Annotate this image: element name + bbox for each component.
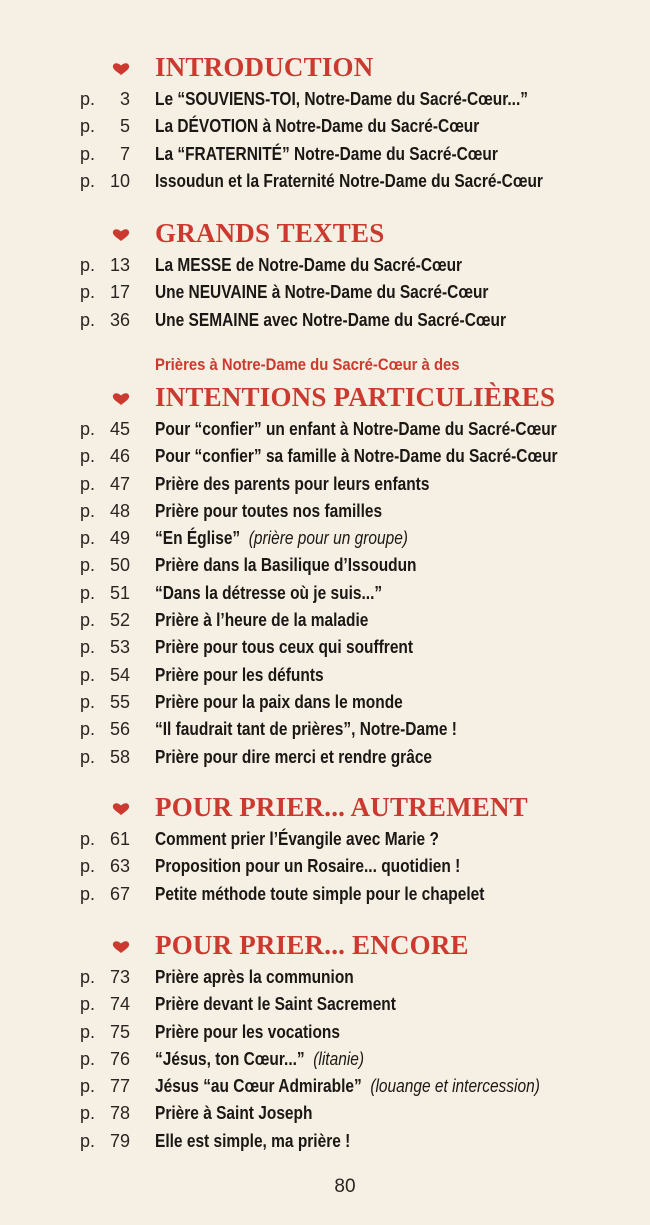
page-prefix: p. xyxy=(80,528,96,549)
entry-page-number: 58 xyxy=(109,746,130,767)
heart-icon xyxy=(112,62,130,76)
entry-page-number: 46 xyxy=(109,446,130,467)
page-prefix: p. xyxy=(80,883,96,904)
entry-title-text: Petite méthode toute simple pour le chapelet xyxy=(155,883,485,904)
entry-title-text: Proposition pour un Rosaire... quotidien ! xyxy=(155,856,461,877)
entry-title xyxy=(155,716,457,743)
entry-title xyxy=(155,552,417,579)
section-pretitle: Prières à Notre-Dame du Sacré-Cœur à des xyxy=(155,356,460,374)
entry-page-number: 77 xyxy=(109,1076,130,1097)
entry-title xyxy=(155,307,506,334)
page-prefix: p. xyxy=(80,1076,96,1097)
entry-title xyxy=(155,881,484,908)
toc-entry[interactable] xyxy=(0,580,650,607)
entry-title-text: Prière pour les défunts xyxy=(155,664,324,685)
toc-entry[interactable] xyxy=(0,744,650,771)
page-prefix: p. xyxy=(80,746,96,767)
entry-page-number: 53 xyxy=(109,637,130,658)
toc-section-intentions xyxy=(0,356,650,771)
heart-icon xyxy=(112,802,130,816)
toc-entry[interactable] xyxy=(0,716,650,743)
entry-title xyxy=(155,252,462,279)
entry-note: (litanie) xyxy=(313,1048,365,1069)
page-prefix: p. xyxy=(80,582,96,603)
entry-title xyxy=(155,113,479,140)
entry-title-text: Prière après la communion xyxy=(155,967,354,987)
page-prefix: p. xyxy=(80,719,96,740)
toc-entry[interactable] xyxy=(0,168,650,195)
entry-title-text: Comment prier l’Évangile avec Marie ? xyxy=(155,829,439,849)
toc-entry[interactable] xyxy=(0,86,650,113)
toc-entry[interactable] xyxy=(0,607,650,634)
entry-page-number: 7 xyxy=(119,143,130,164)
toc-entry[interactable] xyxy=(0,279,650,306)
toc-entry[interactable] xyxy=(0,1019,650,1046)
entry-title xyxy=(155,1073,540,1100)
page-prefix: p. xyxy=(80,309,96,330)
entry-title xyxy=(155,471,429,498)
entry-page-number: 3 xyxy=(119,89,130,109)
toc-section-pour-prier-autrement xyxy=(0,792,650,908)
entry-title-text: Prière devant le Saint Sacrement xyxy=(155,994,396,1015)
entry-page-number: 74 xyxy=(109,994,130,1015)
heart-icon xyxy=(112,940,130,954)
entry-page-number: 10 xyxy=(109,170,130,191)
section-header xyxy=(0,52,650,86)
toc-entry[interactable] xyxy=(0,113,650,140)
entry-title xyxy=(155,525,408,552)
toc-entry[interactable] xyxy=(0,252,650,279)
entry-title-text: “Jésus, ton Cœur...” xyxy=(155,1048,305,1069)
page-prefix: p. xyxy=(80,967,96,987)
entry-title-text: Prière pour toutes nos familles xyxy=(155,500,383,521)
entry-title xyxy=(155,964,354,991)
entry-note: (prière pour un groupe) xyxy=(248,528,408,549)
entry-title-text: Une NEUVAINE à Notre-Dame du Sacré-Cœur xyxy=(155,282,489,303)
entry-title-text: Pour “confier” un enfant à Notre-Dame du Sacré-Cœur xyxy=(155,419,557,439)
page-prefix: p. xyxy=(80,1103,96,1124)
entry-page-number: 61 xyxy=(109,829,130,849)
toc-entry[interactable] xyxy=(0,1046,650,1073)
entry-page-number: 45 xyxy=(109,419,130,439)
entry-page-number: 76 xyxy=(109,1048,130,1069)
page-number: 80 xyxy=(334,1176,356,1197)
entry-title xyxy=(155,662,324,689)
entry-title xyxy=(155,1128,350,1155)
toc-entry[interactable] xyxy=(0,471,650,498)
page-prefix: p. xyxy=(80,500,96,521)
heart-icon xyxy=(112,392,130,406)
page-prefix: p. xyxy=(80,664,96,685)
toc-entry[interactable] xyxy=(0,498,650,525)
toc-section-grands-textes xyxy=(0,218,650,334)
page-prefix: p. xyxy=(80,116,96,137)
entry-title xyxy=(155,634,413,661)
entry-page-number: 54 xyxy=(109,664,130,685)
page-prefix: p. xyxy=(80,637,96,658)
entry-title-text: Issoudun et la Fraternité Notre-Dame du Sacré-Cœur xyxy=(155,170,543,191)
entry-page-number: 36 xyxy=(109,309,130,330)
page-prefix: p. xyxy=(80,282,96,303)
heart-icon xyxy=(112,228,130,242)
entry-page-number: 17 xyxy=(109,282,130,303)
entry-title-text: “Il faudrait tant de prières”, Notre-Dame ! xyxy=(155,719,457,740)
entry-page-number: 75 xyxy=(109,1021,130,1042)
section-title: INTRODUCTION xyxy=(155,52,374,82)
entry-title-text: Prière à l’heure de la maladie xyxy=(155,610,369,631)
entry-title-text: Prière pour la paix dans le monde xyxy=(155,691,403,712)
page-prefix: p. xyxy=(80,994,96,1015)
page-prefix: p. xyxy=(80,170,96,191)
entry-page-number: 55 xyxy=(109,691,130,712)
entry-title xyxy=(155,607,368,634)
entry-title xyxy=(155,498,382,525)
toc-entry[interactable] xyxy=(0,416,650,443)
toc-entry[interactable] xyxy=(0,552,650,579)
page-prefix: p. xyxy=(80,419,96,439)
entry-title xyxy=(155,1100,312,1127)
entry-title xyxy=(155,689,403,716)
entry-page-number: 48 xyxy=(109,500,130,521)
entry-title-text: La DÉVOTION à Notre-Dame du Sacré-Cœur xyxy=(155,116,480,137)
toc-entry[interactable] xyxy=(0,634,650,661)
toc-entry[interactable] xyxy=(0,991,650,1018)
page-prefix: p. xyxy=(80,89,96,109)
entry-note: (louange et intercession) xyxy=(370,1076,540,1097)
toc-entry[interactable] xyxy=(0,443,650,470)
page-prefix: p. xyxy=(80,829,96,849)
entry-title-text: Une SEMAINE avec Notre-Dame du Sacré-Cœur xyxy=(155,309,506,330)
toc-entry[interactable] xyxy=(0,1073,650,1100)
page-prefix: p. xyxy=(80,143,96,164)
entry-title-text: Prière des parents pour leurs enfants xyxy=(155,473,430,494)
toc-entry[interactable] xyxy=(0,141,650,168)
entry-page-number: 79 xyxy=(109,1130,130,1151)
entry-title xyxy=(155,279,488,306)
page-prefix: p. xyxy=(80,555,96,576)
entry-page-number: 67 xyxy=(109,883,130,904)
toc-section-pour-prier-encore xyxy=(0,930,650,1155)
entry-page-number: 78 xyxy=(109,1103,130,1124)
entry-page-number: 52 xyxy=(109,610,130,631)
page-prefix: p. xyxy=(80,1021,96,1042)
entry-page-number: 13 xyxy=(109,255,130,275)
entry-title xyxy=(155,141,498,168)
entry-title-text: Prière pour les vocations xyxy=(155,1021,340,1042)
page-prefix: p. xyxy=(80,1048,96,1069)
toc-entry[interactable] xyxy=(0,1100,650,1127)
entry-title-text: “Dans la détresse où je suis...” xyxy=(155,582,383,603)
page-prefix: p. xyxy=(80,610,96,631)
entry-title xyxy=(155,168,543,195)
entry-title xyxy=(155,580,382,607)
entry-title-text: “En Église” xyxy=(155,528,241,549)
toc-entry[interactable] xyxy=(0,826,650,853)
entry-title-text: Prière pour dire merci et rendre grâce xyxy=(155,746,433,767)
entry-title-text: Prière dans la Basilique d’Issoudun xyxy=(155,555,417,576)
toc-entry[interactable] xyxy=(0,853,650,880)
entry-title-text: Le “SOUVIENS-TOI, Notre-Dame du Sacré-Cœur...” xyxy=(155,89,529,109)
page-prefix: p. xyxy=(80,255,96,275)
entry-page-number: 51 xyxy=(109,582,130,603)
page-prefix: p. xyxy=(80,856,96,877)
entry-page-number: 49 xyxy=(109,528,130,549)
entry-title xyxy=(155,1019,340,1046)
entry-page-number: 50 xyxy=(109,555,130,576)
entry-title xyxy=(155,86,528,113)
section-header xyxy=(0,356,650,416)
entry-title-text: Pour “confier” sa famille à Notre-Dame du Sacré-Cœur xyxy=(155,446,558,467)
section-header xyxy=(0,792,650,826)
entry-title xyxy=(155,416,557,443)
section-header xyxy=(0,218,650,252)
page-prefix: p. xyxy=(80,473,96,494)
entry-title-text: Prière à Saint Joseph xyxy=(155,1103,313,1124)
toc-entry[interactable] xyxy=(0,307,650,334)
entry-title xyxy=(155,1046,364,1073)
section-title: POUR PRIER... AUTREMENT xyxy=(155,792,528,822)
entry-page-number: 47 xyxy=(109,473,130,494)
toc-section-introduction xyxy=(0,52,650,195)
page-prefix: p. xyxy=(80,691,96,712)
entry-title xyxy=(155,826,439,853)
entry-title-text: Elle est simple, ma prière ! xyxy=(155,1130,351,1151)
entry-page-number: 56 xyxy=(109,719,130,740)
entry-title xyxy=(155,853,460,880)
section-title: POUR PRIER... ENCORE xyxy=(155,930,469,960)
section-title: GRANDS TEXTES xyxy=(155,218,385,248)
entry-title-text: Jésus “au Cœur Admirable” xyxy=(155,1076,362,1097)
entry-page-number: 5 xyxy=(119,116,130,137)
entry-page-number: 63 xyxy=(109,856,130,877)
entry-page-number: 73 xyxy=(109,967,130,987)
entry-title-text: La MESSE de Notre-Dame du Sacré-Cœur xyxy=(155,255,463,275)
section-header xyxy=(0,930,650,964)
entry-title xyxy=(155,443,558,470)
toc-entry[interactable] xyxy=(0,689,650,716)
toc-entry[interactable] xyxy=(0,662,650,689)
page-prefix: p. xyxy=(80,446,96,467)
section-title: INTENTIONS PARTICULIÈRES xyxy=(155,382,556,412)
toc-entry[interactable] xyxy=(0,964,650,991)
entry-title xyxy=(155,991,396,1018)
page-prefix: p. xyxy=(80,1130,96,1151)
toc-entry[interactable] xyxy=(0,881,650,908)
entry-title-text: La “FRATERNITÉ” Notre-Dame du Sacré-Cœur xyxy=(155,143,498,164)
entry-title xyxy=(155,744,432,771)
toc-entry[interactable] xyxy=(0,525,650,552)
toc-entry[interactable] xyxy=(0,1128,650,1155)
entry-title-text: Prière pour tous ceux qui souffrent xyxy=(155,637,414,658)
